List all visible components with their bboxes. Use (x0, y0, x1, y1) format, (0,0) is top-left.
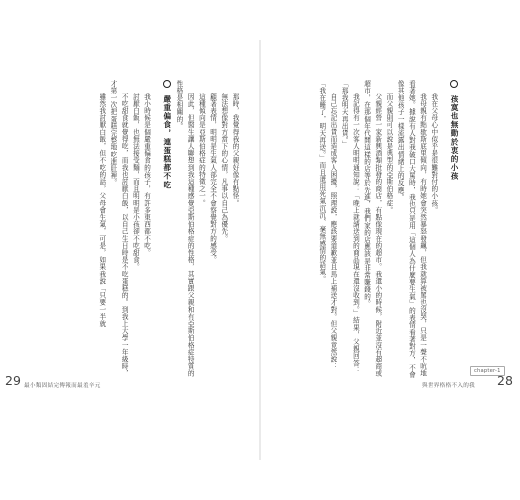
running-footer: 最小類固結完傳報而最羞辛元 (24, 383, 101, 389)
paragraph: 我記得有一次客人明明通知說：「晚上就請送到的商品現在還沒收到。」結果，父親回答：「那我明天再出貨。」 (340, 80, 360, 374)
paragraph: 討厭白飯，也無法接受麵，而且明明是小孩卻不吃甜食。 (131, 93, 140, 271)
paragraph: 無法想像對方當下的心情，凡事以自己為優先。 (219, 93, 228, 243)
paragraph: 這種傾向是亞斯伯格症的特徵之一。 (197, 93, 206, 207)
paragraph: 我小時候是個嚴重偏食的孩子，有許多東西都不吃。 (142, 93, 151, 257)
left-page-body (88, 80, 240, 380)
running-footer: 與世界格格不入的我 (422, 383, 476, 389)
section-heading-text: 嚴重偏食，連蛋糕都不吃 (162, 94, 172, 190)
paragraph: 我母親有點歇斯底里傾向，有時她會突然暴怒發飆，但我就算被罵也沒哭，只是一聲不吭地看著她。據說有人對我破口大罵時，我也只是用「這個人為什麼要生氣」的表情看著對方，不會像其他孩子一樣流露出情緒上的反應。 (396, 80, 427, 379)
paragraph: 我在父母心中似乎是很難對付的小孩。 (429, 93, 438, 214)
section-heading-text: 孩寞也無動於衷的小孩 (450, 94, 459, 181)
circle-bullet-icon (450, 80, 458, 88)
paragraph: 父親經營一家新興酒類批發的商店，有點像現在的超市。我還小的時候，附近並沒有超商或超市，在那個年代開這樣的店等於先進，我們家的店應該是非常賺錢的。 (362, 80, 382, 378)
page-number: 29 (5, 373, 21, 388)
paragraph: 不吃甜食就覺得吃，而我也討厭白飯，以自己生日時是不吃蛋糕的。到我上大學一年級時，才第一次把蛋糕完整地吃進肚裡。 (108, 80, 129, 378)
chapter-tab: chapter-1 (470, 366, 505, 376)
paragraph: 而父親則可以說是典型的亞斯伯格症。 (384, 93, 393, 214)
paragraph: 那時，我覺得我的父親好像有點怪。 (231, 93, 239, 207)
paragraph: 雖然我討厭白飯，但不吃的話，父母會生氣，可是，如果我說「只要一半就 (97, 93, 106, 328)
page-number: 28 (497, 373, 513, 388)
right-page-body (282, 80, 460, 380)
section-heading (449, 80, 460, 380)
section-heading (162, 80, 173, 380)
circle-bullet-icon (163, 80, 171, 88)
paragraph: 因此，但醫生讓人聯想到我這種感覺亞斯伯格症的性格，其實跟父親和有亞斯伯格症特質的性格是相關的。 (174, 80, 195, 378)
paragraph: 自己忘記出貨而造成客人困擾，照理說，應該要道歉並且馬上補送才對。但父親竟然說：「我在睡了，明天再送。」而且還用死氣沉沉、毫無感情的語氣。 (317, 80, 337, 371)
right-page (260, 0, 520, 500)
paragraph: 顧著表情，明明是生氣人部完全不會察覺對方的感受。 (208, 93, 217, 264)
